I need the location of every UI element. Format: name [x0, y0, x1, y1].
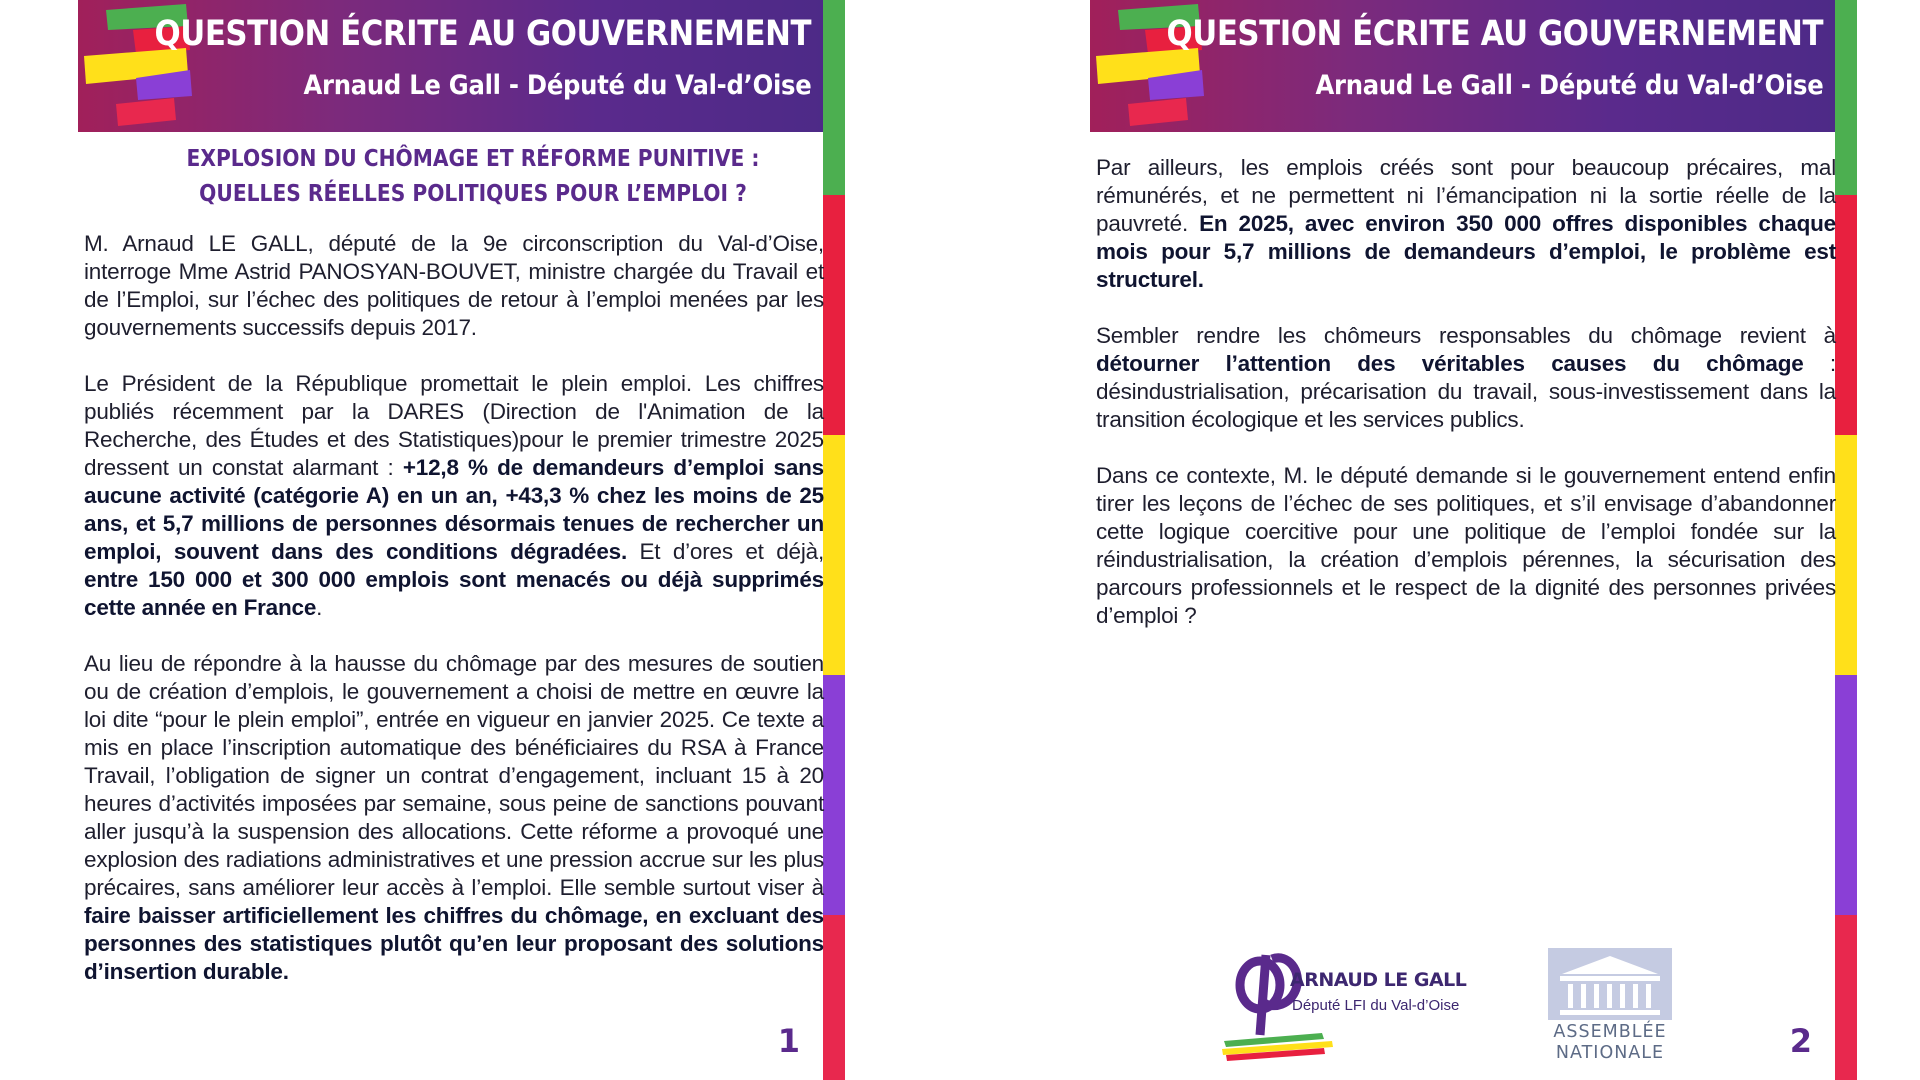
paragraph: Sembler rendre les chômeurs responsables du chômage revient à détourner l’attention des véritables causes du chômage : désindustrialisation, précarisation du travail, sous-investissement dans la transition écologique et les services publics. [1096, 323, 1836, 432]
deputy-logo [1220, 945, 1470, 1065]
assembly-label-line1: ASSEMBLÉE [1553, 1022, 1667, 1042]
page-number: 2 [1789, 1022, 1812, 1060]
assembly-building-icon [1540, 948, 1680, 1022]
paragraph: Au lieu de répondre à la hausse du chômage par des mesures de soutien ou de création d’emplois, le gouvernement a choisi de mettre en œuvre la loi dite “pour le plein emploi”, entrée en vigueur en janvier 2025. Ce texte a mis en place l’inscription automatique des bénéficiaires du RSA à France Travail, l’obligation de signer un contrat d’engagement, incluant 15 à 20 heures d’activités imposées par semaine, sous peine de sanctions pouvant aller jusqu’à la suspension des allocations. Cette réforme a provoqué une explosion des radiations administratives et une pression accrue sur les plus précaires, sans améliorer leur accès à l’emploi. Elle semble surtout viser à faire baisser artificiellement les chiffres du chômage, en excluant des personnes des statistiques plutôt qu’en leur proposant des solutions d’insertion durable. [84, 651, 824, 984]
question-title-line2: QUELLES RÉELLES POLITIQUES POUR L’EMPLOI ? [199, 181, 747, 207]
paragraph: Dans ce contexte, M. le député demande si le gouvernement entend enfin tirer les leçons de l’échec de ses politiques, et s’il envisage d’abandonner cette logique coercitive pour une politique de l’emploi fondée sur la réindustrialisation, la création d’emplois pérennes, la sécurisation des parcours professionnels et le respect de la dignité des personnes privées d’emploi ? [1096, 463, 1836, 628]
page-header [1090, 0, 1835, 132]
document-page-1 [78, 0, 848, 1080]
deputy-subtitle: Député LFI du Val-d’Oise [1292, 997, 1460, 1014]
bold-causes: détourner l’attention des véritables causes du chômage [1096, 351, 1804, 376]
header-subtitle: Arnaud Le Gall - Député du Val-d’Oise [1315, 70, 1823, 101]
page1-body [84, 230, 824, 1014]
side-color-bar [823, 0, 845, 1080]
document-page-2 [1090, 0, 1860, 1080]
bold-job-losses: entre 150 000 et 300 000 emplois sont menacés ou déjà supprimés cette année en France [84, 567, 824, 620]
header-title: QUESTION ÉCRITE AU GOUVERNEMENT [1166, 14, 1823, 54]
header-subtitle: Arnaud Le Gall - Député du Val-d’Oise [303, 70, 811, 101]
bold-structural: En 2025, avec environ 350 000 offres disponibles chaque mois pour 5,7 millions de demandeurs d’emploi, le problème est structurel. [1096, 211, 1836, 292]
bold-conclusion: faire baisser artificiellement les chiffres du chômage, en excluant des personnes des statistiques plutôt qu’en leur proposant des solutions d’insertion durable. [84, 903, 824, 984]
paragraph: Le Président de la République promettait le plein emploi. Les chiffres publiés récemment par la DARES (Direction de l'Animation de la Recherche, des Études et des Statistiques)pour le premier trimestre 2025 dressent un constat alarmant : +12,8 % de demandeurs d’emploi sans aucune activité (catégorie A) en un an, +43,3 % chez les moins de 25 ans, et 5,7 millions de personnes désormais tenues de rechercher un emploi, souvent dans des conditions dégradées. Et d’ores et déjà, entre 150 000 et 300 000 emplois sont menacés ou déjà supprimés cette année en France. [84, 371, 824, 620]
bold-statistics: +12,8 % de demandeurs d’emploi sans aucune activité (catégorie A) en un an, +43,3 % chez les moins de 25 ans, et 5,7 millions de personnes désormais tenues de rechercher un emploi, souvent dans des conditions dégradées. [84, 455, 824, 564]
question-title-line1: EXPLOSION DU CHÔMAGE ET RÉFORME PUNITIVE : [186, 146, 760, 172]
paragraph: Par ailleurs, les emplois créés sont pour beaucoup précaires, mal rémunérés, et ne permettent ni l’émancipation ni la sortie réelle de la pauvreté. En 2025, avec environ 350 000 offres disponibles chaque mois pour 5,7 millions de demandeurs d’emploi, le problème est structurel. [1096, 155, 1836, 292]
deputy-name: ARNAUD LE GALL [1290, 969, 1467, 991]
page-number: 1 [777, 1022, 800, 1060]
page-header [78, 0, 823, 132]
side-color-bar [1835, 0, 1857, 1080]
assemblee-nationale-logo [1540, 948, 1680, 1070]
paragraph: M. Arnaud LE GALL, député de la 9e circonscription du Val-d’Oise, interroge Mme Astrid PANOSYAN-BOUVET, ministre chargée du Travail et de l’Emploi, sur l’échec des politiques de retour à l’emploi menées par les gouvernements successifs depuis 2017. [84, 231, 824, 340]
question-title [169, 142, 776, 212]
page2-body [1096, 154, 1836, 658]
assembly-label-line2: NATIONALE [1555, 1043, 1665, 1063]
header-title: QUESTION ÉCRITE AU GOUVERNEMENT [154, 14, 811, 54]
